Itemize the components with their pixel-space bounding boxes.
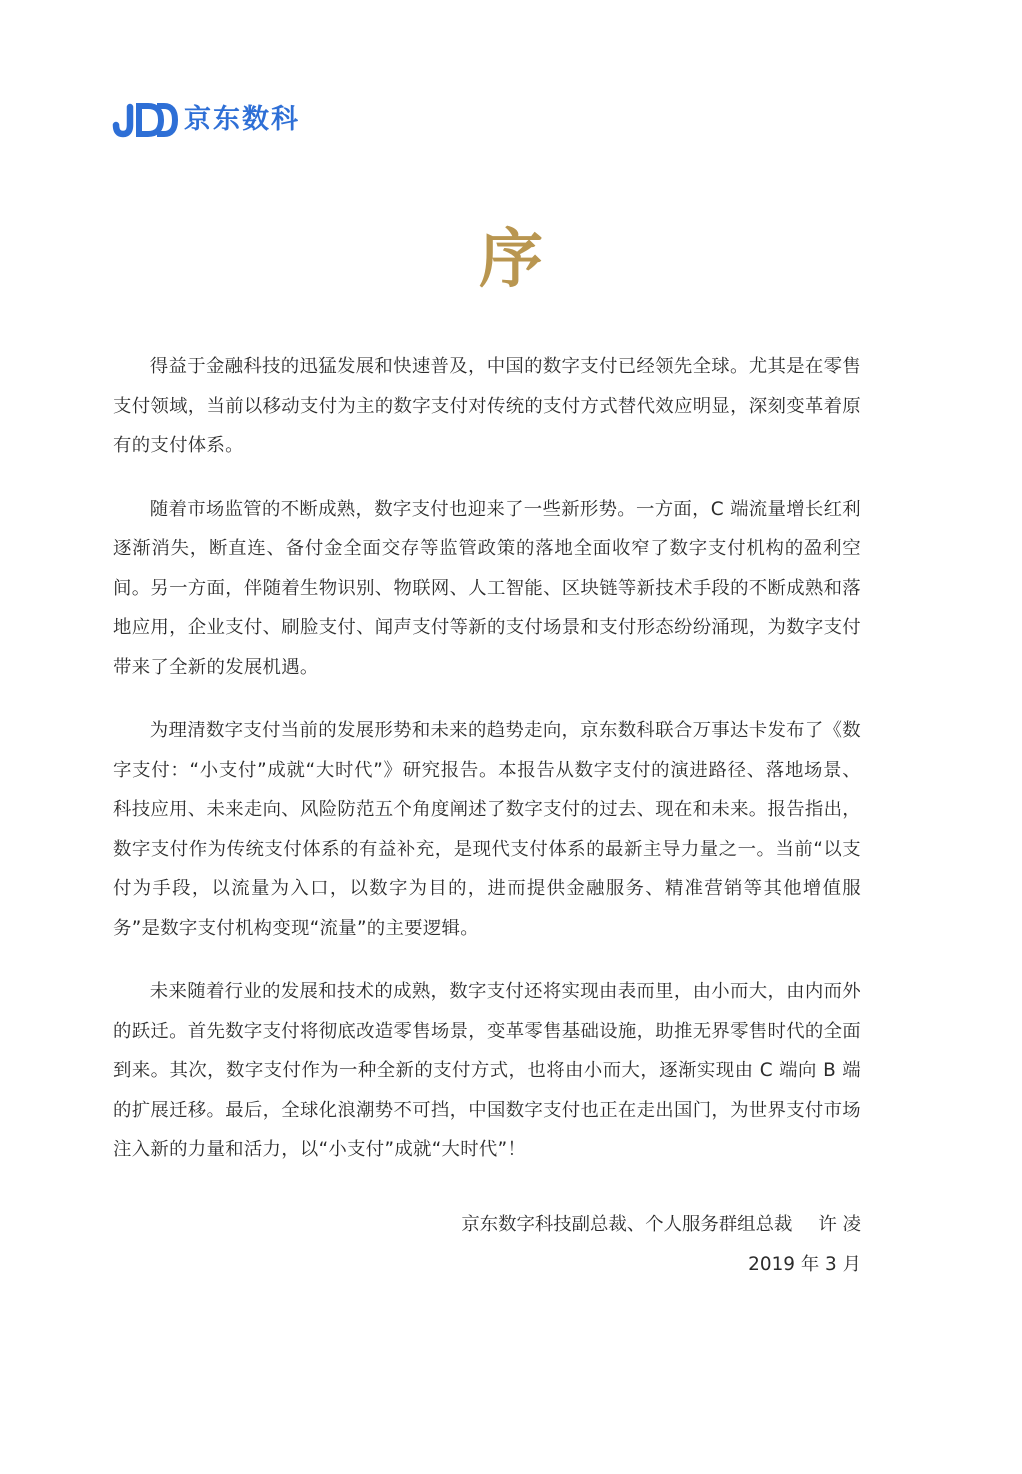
jd-digits-logo [112, 100, 300, 140]
paragraph-3: 为理清数字支付当前的发展形势和未来的趋势走向，京东数科联合万事达卡发布了《数字支付：“小支付”成就“大时代”》研究报告。本报告从数字支付的演进路径、落地场景、科技应用、未来走向、风险防范五个角度阐述了数字支付的过去、现在和未来。报告指出，数字支付作为传统支付体系的有益补充，是现代支付体系的最新主导力量之一。当前“以支付为手段，以流量为入口，以数字为目的，进而提供金融服务、精准营销等其他增值服务”是数字支付机构变现“流量”的主要逻辑。 [113, 720, 861, 939]
signature-block [461, 1205, 861, 1285]
signature-position: 京东数字科技副总裁、个人服务群组总裁 [461, 1214, 793, 1235]
signature-line [461, 1205, 861, 1245]
paragraph-2: 随着市场监管的不断成熟，数字支付也迎来了一些新形势。一方面，C 端流量增长红利逐渐消失，断直连、备付金全面交存等监管政策的落地全面收窄了数字支付机构的盈利空间。另一方面，伴随着生物识别、物联网、人工智能、区块链等新技术手段的不断成熟和落地应用，企业支付、刷脸支付、闻声支付等新的支付场景和支付形态纷纷涌现，为数字支付带来了全新的发展机遇。 [113, 498, 861, 678]
jdd-logo-mark-icon [112, 102, 178, 138]
signature-date: 2019 年 3 月 [748, 1254, 861, 1275]
logo-text: 京东数科 [184, 104, 300, 135]
signature-name: 许 凌 [818, 1214, 861, 1235]
preface-body [113, 347, 861, 1194]
paragraph-4: 未来随着行业的发展和技术的成熟，数字支付还将实现由表而里，由小而大，由内而外的跃迁。首先数字支付将彻底改造零售场景，变革零售基础设施，助推无界零售时代的全面到来。其次，数字支付作为一种全新的支付方式，也将由小而大，逐渐实现由 C 端向 B 端的扩展迁移。最后，全球化浪潮势不可挡，中国数字支付也正在走出国门，为世界支付市场注入新的力量和活力，以“小支付”成就“大时代”！ [113, 981, 861, 1160]
page-title: 序 [479, 223, 543, 297]
paragraph-1: 得益于金融科技的迅猛发展和快速普及，中国的数字支付已经领先全球。尤其是在零售支付领域，当前以移动支付为主的数字支付对传统的支付方式替代效应明显，深刻变革着原有的支付体系。 [113, 356, 861, 456]
